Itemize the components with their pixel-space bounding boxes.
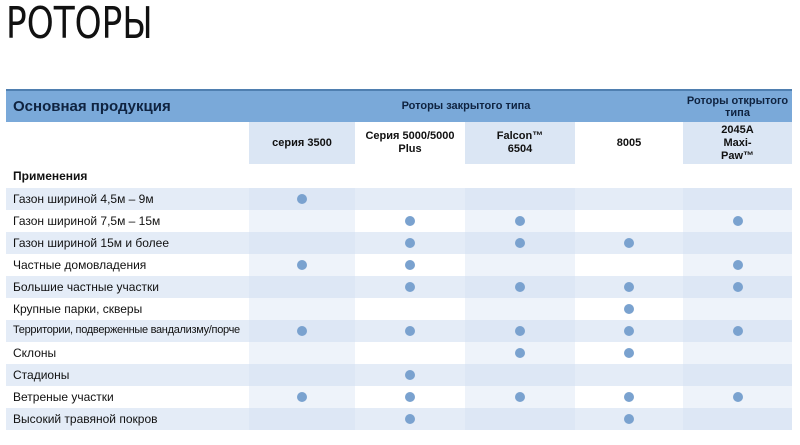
table-cell [683,364,792,386]
table-row [6,342,792,364]
open-rotors-label: Роторы открытого типа [686,95,789,119]
applicability-dot-icon [515,238,525,248]
table-row [6,386,792,408]
applicability-dot-icon [405,370,415,380]
table-header [6,89,792,124]
table-cell [683,408,792,430]
applicability-dot-icon [624,326,634,336]
column-header-8005: 8005 [616,136,642,149]
table-cell [683,342,792,364]
table-cell [575,364,683,386]
applicability-dot-icon [515,348,525,358]
table-cell [575,188,683,210]
table-cell [249,298,355,320]
applicability-dot-icon [405,260,415,270]
table-cell [465,254,575,276]
column-header-2045a: 2045A Maxi-Paw™ [720,123,754,162]
table-cell [575,210,683,232]
applicability-dot-icon [297,392,307,402]
applicability-dot-icon [405,282,415,292]
table-cell [355,342,465,364]
table-cell [465,188,575,210]
applicability-dot-icon [624,282,634,292]
table-cell [249,276,355,298]
table-cell [249,342,355,364]
table-cell [249,364,355,386]
table-cell [575,254,683,276]
table-row [6,188,792,210]
row-label: Частные домовладения [13,258,147,272]
applicability-dot-icon [733,260,743,270]
row-label: Склоны [13,346,57,360]
table-row [6,232,792,254]
table-row [6,408,792,430]
table-row [6,320,792,342]
section-header [6,164,792,188]
row-label: Ветреные участки [13,390,114,404]
table-cell [249,408,355,430]
applicability-dot-icon [624,348,634,358]
table-row [6,298,792,320]
row-label: Газон шириной 15м и более [13,236,170,250]
applicability-dot-icon [733,326,743,336]
applicability-dot-icon [405,216,415,226]
applicability-dot-icon [515,216,525,226]
table-row [6,364,792,386]
row-label: Большие частные участки [13,280,159,294]
row-label: Газон шириной 4,5м – 9м [13,192,154,206]
page-title: РОТОРЫ [6,0,153,49]
applicability-dot-icon [515,282,525,292]
row-label: Территории, подверженные вандализму/порче [13,324,240,336]
table-cell [465,298,575,320]
table-row [6,276,792,298]
column-headers [6,122,792,164]
applicability-dot-icon [624,238,634,248]
table-cell [355,298,465,320]
applicability-dot-icon [405,414,415,424]
table-cell [249,210,355,232]
applicability-dot-icon [405,392,415,402]
table-row [6,210,792,232]
table-cell [683,298,792,320]
row-label: Стадионы [13,368,70,382]
applicability-dot-icon [624,392,634,402]
applicability-dot-icon [624,414,634,424]
applicability-dot-icon [624,304,634,314]
table-cell [683,232,792,254]
applicability-dot-icon [297,260,307,270]
table-cell [355,188,465,210]
section-label: Применения [13,169,88,183]
closed-rotors-label: Роторы закрытого типа [401,100,531,112]
applicability-dot-icon [733,216,743,226]
table-cell [683,188,792,210]
row-label: Высокий травяной покров [13,412,158,426]
applicability-dot-icon [733,392,743,402]
applicability-dot-icon [297,326,307,336]
column-header-5000: Серия 5000/5000 Plus [365,130,455,155]
table-cell [249,232,355,254]
applicability-dot-icon [405,238,415,248]
row-label: Газон шириной 7,5м – 15м [13,214,161,228]
applicability-dot-icon [297,194,307,204]
row-label: Крупные парки, скверы [13,302,143,316]
applicability-dot-icon [515,392,525,402]
table-cell [465,364,575,386]
column-header-3500: серия 3500 [272,136,332,149]
applicability-dot-icon [515,326,525,336]
applicability-dot-icon [733,282,743,292]
table-cell [465,408,575,430]
table-row [6,254,792,276]
applicability-dot-icon [405,326,415,336]
column-header-falcon: Falcon™ 6504 [496,130,544,155]
main-products-label: Основная продукция [13,98,171,115]
